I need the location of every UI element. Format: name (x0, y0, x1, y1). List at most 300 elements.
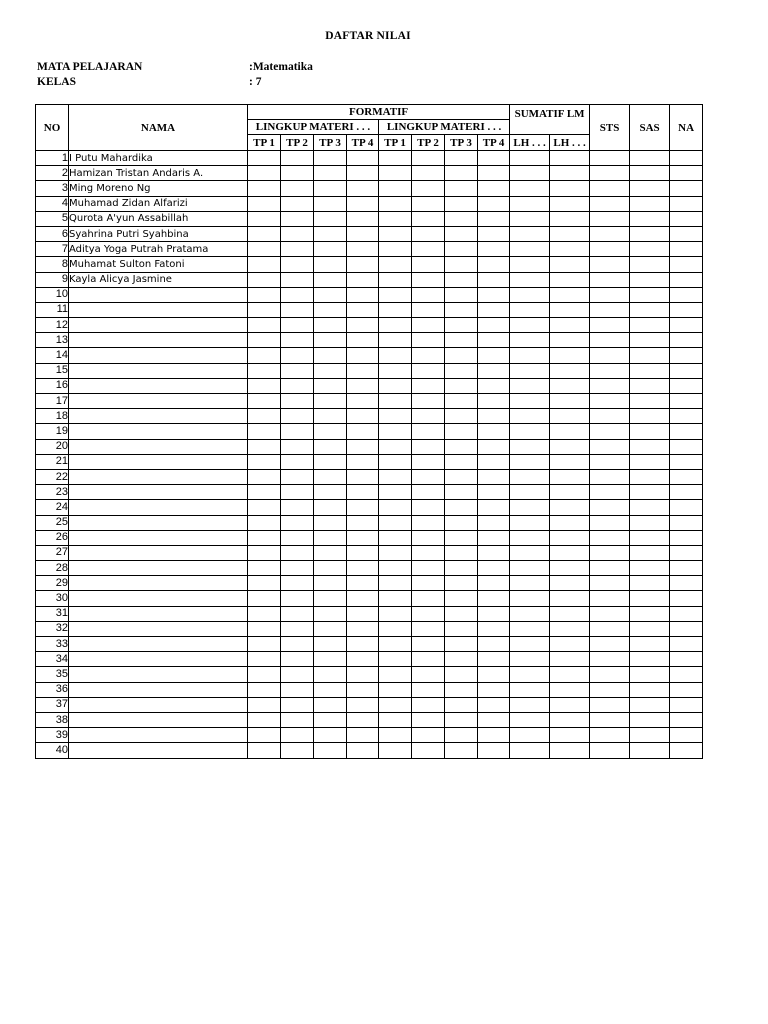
grade-cell[interactable] (550, 454, 590, 469)
grade-cell[interactable] (379, 363, 412, 378)
grade-cell[interactable] (590, 728, 630, 743)
grade-cell[interactable] (347, 576, 379, 591)
grade-cell[interactable] (445, 196, 478, 211)
grade-cell[interactable] (550, 621, 590, 636)
grade-cell[interactable] (314, 728, 347, 743)
grade-cell[interactable] (630, 621, 670, 636)
grade-cell[interactable] (590, 530, 630, 545)
grade-cell[interactable] (445, 454, 478, 469)
grade-cell[interactable] (478, 318, 510, 333)
grade-cell[interactable] (510, 591, 550, 606)
grade-cell[interactable] (281, 621, 314, 636)
grade-cell[interactable] (510, 318, 550, 333)
grade-cell[interactable] (510, 181, 550, 196)
grade-cell[interactable] (510, 302, 550, 317)
grade-cell[interactable] (281, 272, 314, 287)
grade-cell[interactable] (630, 637, 670, 652)
grade-cell[interactable] (379, 530, 412, 545)
grade-cell[interactable] (510, 515, 550, 530)
student-name[interactable] (69, 378, 248, 393)
grade-cell[interactable] (412, 196, 445, 211)
grade-cell[interactable] (478, 682, 510, 697)
grade-cell[interactable] (412, 211, 445, 226)
grade-cell[interactable] (412, 302, 445, 317)
grade-cell[interactable] (412, 226, 445, 241)
grade-cell[interactable] (590, 318, 630, 333)
grade-cell[interactable] (412, 485, 445, 500)
grade-cell[interactable] (510, 652, 550, 667)
grade-cell[interactable] (590, 621, 630, 636)
grade-cell[interactable] (478, 181, 510, 196)
grade-cell[interactable] (347, 242, 379, 257)
grade-cell[interactable] (670, 530, 703, 545)
grade-cell[interactable] (670, 196, 703, 211)
grade-cell[interactable] (550, 652, 590, 667)
grade-cell[interactable] (550, 318, 590, 333)
grade-cell[interactable] (670, 621, 703, 636)
student-name[interactable]: Muhamat Sulton Fatoni (69, 257, 248, 272)
grade-cell[interactable] (445, 591, 478, 606)
grade-cell[interactable] (347, 287, 379, 302)
grade-cell[interactable] (248, 226, 281, 241)
grade-cell[interactable] (510, 348, 550, 363)
grade-cell[interactable] (347, 637, 379, 652)
grade-cell[interactable] (550, 424, 590, 439)
grade-cell[interactable] (347, 211, 379, 226)
grade-cell[interactable] (590, 469, 630, 484)
grade-cell[interactable] (248, 621, 281, 636)
grade-cell[interactable] (248, 561, 281, 576)
grade-cell[interactable] (630, 743, 670, 758)
grade-cell[interactable] (248, 151, 281, 166)
grade-cell[interactable] (347, 394, 379, 409)
grade-cell[interactable] (630, 561, 670, 576)
grade-cell[interactable] (670, 409, 703, 424)
grade-cell[interactable] (314, 637, 347, 652)
grade-cell[interactable] (590, 591, 630, 606)
grade-cell[interactable] (630, 652, 670, 667)
grade-cell[interactable] (670, 743, 703, 758)
grade-cell[interactable] (445, 697, 478, 712)
grade-cell[interactable] (314, 211, 347, 226)
grade-cell[interactable] (478, 378, 510, 393)
grade-cell[interactable] (281, 196, 314, 211)
grade-cell[interactable] (281, 211, 314, 226)
grade-cell[interactable] (630, 166, 670, 181)
grade-cell[interactable] (478, 667, 510, 682)
grade-cell[interactable] (445, 712, 478, 727)
grade-cell[interactable] (478, 576, 510, 591)
grade-cell[interactable] (412, 151, 445, 166)
grade-cell[interactable] (412, 667, 445, 682)
grade-cell[interactable] (670, 242, 703, 257)
grade-cell[interactable] (550, 697, 590, 712)
grade-cell[interactable] (379, 302, 412, 317)
student-name[interactable] (69, 424, 248, 439)
grade-cell[interactable] (630, 226, 670, 241)
grade-cell[interactable] (478, 439, 510, 454)
grade-cell[interactable] (478, 469, 510, 484)
grade-cell[interactable] (590, 485, 630, 500)
grade-cell[interactable] (478, 500, 510, 515)
grade-cell[interactable] (379, 515, 412, 530)
grade-cell[interactable] (630, 515, 670, 530)
grade-cell[interactable] (314, 287, 347, 302)
student-name[interactable] (69, 712, 248, 727)
student-name[interactable]: Hamizan Tristan Andaris A. (69, 166, 248, 181)
grade-cell[interactable] (510, 424, 550, 439)
grade-cell[interactable] (379, 561, 412, 576)
grade-cell[interactable] (379, 226, 412, 241)
grade-cell[interactable] (314, 409, 347, 424)
grade-cell[interactable] (248, 196, 281, 211)
grade-cell[interactable] (630, 728, 670, 743)
grade-cell[interactable] (510, 151, 550, 166)
grade-cell[interactable] (510, 500, 550, 515)
grade-cell[interactable] (630, 606, 670, 621)
grade-cell[interactable] (670, 561, 703, 576)
grade-cell[interactable] (248, 545, 281, 560)
grade-cell[interactable] (445, 743, 478, 758)
grade-cell[interactable] (478, 394, 510, 409)
student-name[interactable] (69, 591, 248, 606)
grade-cell[interactable] (670, 257, 703, 272)
grade-cell[interactable] (590, 637, 630, 652)
student-name[interactable] (69, 454, 248, 469)
grade-cell[interactable] (510, 196, 550, 211)
grade-cell[interactable] (478, 166, 510, 181)
grade-cell[interactable] (248, 181, 281, 196)
grade-cell[interactable] (379, 728, 412, 743)
grade-cell[interactable] (445, 333, 478, 348)
grade-cell[interactable] (314, 469, 347, 484)
grade-cell[interactable] (478, 545, 510, 560)
grade-cell[interactable] (314, 667, 347, 682)
grade-cell[interactable] (510, 485, 550, 500)
grade-cell[interactable] (670, 667, 703, 682)
grade-cell[interactable] (670, 151, 703, 166)
grade-cell[interactable] (670, 363, 703, 378)
grade-cell[interactable] (630, 302, 670, 317)
grade-cell[interactable] (478, 606, 510, 621)
grade-cell[interactable] (590, 500, 630, 515)
grade-cell[interactable] (590, 697, 630, 712)
grade-cell[interactable] (670, 454, 703, 469)
grade-cell[interactable] (412, 712, 445, 727)
grade-cell[interactable] (510, 743, 550, 758)
grade-cell[interactable] (281, 561, 314, 576)
grade-cell[interactable] (590, 439, 630, 454)
grade-cell[interactable] (379, 394, 412, 409)
grade-cell[interactable] (281, 333, 314, 348)
grade-cell[interactable] (412, 515, 445, 530)
grade-cell[interactable] (670, 211, 703, 226)
grade-cell[interactable] (670, 728, 703, 743)
grade-cell[interactable] (445, 515, 478, 530)
student-name[interactable] (69, 302, 248, 317)
grade-cell[interactable] (478, 697, 510, 712)
grade-cell[interactable] (590, 667, 630, 682)
grade-cell[interactable] (510, 728, 550, 743)
grade-cell[interactable] (630, 409, 670, 424)
student-name[interactable] (69, 485, 248, 500)
grade-cell[interactable] (412, 333, 445, 348)
grade-cell[interactable] (478, 712, 510, 727)
grade-cell[interactable] (510, 576, 550, 591)
grade-cell[interactable] (379, 621, 412, 636)
grade-cell[interactable] (347, 545, 379, 560)
grade-cell[interactable] (478, 287, 510, 302)
grade-cell[interactable] (412, 348, 445, 363)
grade-cell[interactable] (670, 394, 703, 409)
grade-cell[interactable] (314, 318, 347, 333)
grade-cell[interactable] (314, 226, 347, 241)
grade-cell[interactable] (347, 363, 379, 378)
grade-cell[interactable] (379, 500, 412, 515)
grade-cell[interactable] (630, 211, 670, 226)
grade-cell[interactable] (510, 530, 550, 545)
grade-cell[interactable] (478, 637, 510, 652)
grade-cell[interactable] (630, 530, 670, 545)
grade-cell[interactable] (550, 667, 590, 682)
student-name[interactable] (69, 287, 248, 302)
grade-cell[interactable] (590, 181, 630, 196)
grade-cell[interactable] (670, 424, 703, 439)
grade-cell[interactable] (445, 728, 478, 743)
grade-cell[interactable] (510, 363, 550, 378)
student-name[interactable] (69, 348, 248, 363)
grade-cell[interactable] (445, 637, 478, 652)
grade-cell[interactable] (314, 500, 347, 515)
grade-cell[interactable] (510, 439, 550, 454)
grade-cell[interactable] (347, 652, 379, 667)
grade-cell[interactable] (314, 439, 347, 454)
grade-cell[interactable] (412, 637, 445, 652)
grade-cell[interactable] (590, 166, 630, 181)
grade-cell[interactable] (347, 302, 379, 317)
grade-cell[interactable] (248, 682, 281, 697)
grade-cell[interactable] (248, 530, 281, 545)
grade-cell[interactable] (314, 743, 347, 758)
grade-cell[interactable] (314, 712, 347, 727)
grade-cell[interactable] (314, 454, 347, 469)
grade-cell[interactable] (510, 272, 550, 287)
grade-cell[interactable] (670, 652, 703, 667)
grade-cell[interactable] (412, 409, 445, 424)
grade-cell[interactable] (670, 576, 703, 591)
grade-cell[interactable] (550, 712, 590, 727)
grade-cell[interactable] (347, 181, 379, 196)
grade-cell[interactable] (670, 181, 703, 196)
grade-cell[interactable] (347, 743, 379, 758)
grade-cell[interactable] (478, 409, 510, 424)
grade-cell[interactable] (445, 302, 478, 317)
grade-cell[interactable] (281, 667, 314, 682)
grade-cell[interactable] (445, 287, 478, 302)
grade-cell[interactable] (445, 409, 478, 424)
grade-cell[interactable] (590, 743, 630, 758)
grade-cell[interactable] (314, 302, 347, 317)
grade-cell[interactable] (248, 166, 281, 181)
student-name[interactable] (69, 469, 248, 484)
grade-cell[interactable] (590, 454, 630, 469)
student-name[interactable] (69, 318, 248, 333)
grade-cell[interactable] (550, 211, 590, 226)
student-name[interactable] (69, 621, 248, 636)
grade-cell[interactable] (347, 166, 379, 181)
grade-cell[interactable] (670, 515, 703, 530)
grade-cell[interactable] (248, 485, 281, 500)
grade-cell[interactable] (445, 363, 478, 378)
grade-cell[interactable] (412, 439, 445, 454)
grade-cell[interactable] (445, 211, 478, 226)
student-name[interactable] (69, 363, 248, 378)
grade-cell[interactable] (412, 378, 445, 393)
student-name[interactable] (69, 728, 248, 743)
grade-cell[interactable] (412, 545, 445, 560)
grade-cell[interactable] (412, 318, 445, 333)
grade-cell[interactable] (630, 545, 670, 560)
grade-cell[interactable] (630, 257, 670, 272)
grade-cell[interactable] (510, 545, 550, 560)
grade-cell[interactable] (590, 348, 630, 363)
grade-cell[interactable] (412, 287, 445, 302)
grade-cell[interactable] (248, 302, 281, 317)
grade-cell[interactable] (590, 394, 630, 409)
grade-cell[interactable] (379, 378, 412, 393)
grade-cell[interactable] (590, 211, 630, 226)
grade-cell[interactable] (630, 667, 670, 682)
grade-cell[interactable] (412, 728, 445, 743)
grade-cell[interactable] (550, 302, 590, 317)
grade-cell[interactable] (281, 697, 314, 712)
grade-cell[interactable] (630, 181, 670, 196)
student-name[interactable] (69, 697, 248, 712)
grade-cell[interactable] (445, 576, 478, 591)
grade-cell[interactable] (248, 394, 281, 409)
grade-cell[interactable] (281, 257, 314, 272)
grade-cell[interactable] (281, 545, 314, 560)
grade-cell[interactable] (445, 545, 478, 560)
grade-cell[interactable] (630, 591, 670, 606)
grade-cell[interactable] (412, 363, 445, 378)
grade-cell[interactable] (478, 561, 510, 576)
grade-cell[interactable] (510, 667, 550, 682)
grade-cell[interactable] (445, 667, 478, 682)
grade-cell[interactable] (478, 302, 510, 317)
grade-cell[interactable] (478, 454, 510, 469)
grade-cell[interactable] (248, 318, 281, 333)
grade-cell[interactable] (670, 606, 703, 621)
grade-cell[interactable] (379, 348, 412, 363)
grade-cell[interactable] (379, 576, 412, 591)
grade-cell[interactable] (630, 576, 670, 591)
grade-cell[interactable] (347, 728, 379, 743)
student-name[interactable] (69, 545, 248, 560)
grade-cell[interactable] (379, 242, 412, 257)
grade-cell[interactable] (630, 682, 670, 697)
grade-cell[interactable] (347, 257, 379, 272)
grade-cell[interactable] (347, 272, 379, 287)
grade-cell[interactable] (379, 454, 412, 469)
grade-cell[interactable] (630, 151, 670, 166)
grade-cell[interactable] (379, 333, 412, 348)
grade-cell[interactable] (347, 409, 379, 424)
grade-cell[interactable] (510, 409, 550, 424)
grade-cell[interactable] (445, 530, 478, 545)
grade-cell[interactable] (248, 667, 281, 682)
grade-cell[interactable] (550, 257, 590, 272)
grade-cell[interactable] (379, 682, 412, 697)
grade-cell[interactable] (478, 728, 510, 743)
grade-cell[interactable] (478, 515, 510, 530)
grade-cell[interactable] (590, 515, 630, 530)
grade-cell[interactable] (510, 682, 550, 697)
grade-cell[interactable] (379, 409, 412, 424)
grade-cell[interactable] (347, 333, 379, 348)
grade-cell[interactable] (670, 166, 703, 181)
grade-cell[interactable] (630, 712, 670, 727)
grade-cell[interactable] (412, 561, 445, 576)
grade-cell[interactable] (590, 226, 630, 241)
grade-cell[interactable] (379, 652, 412, 667)
grade-cell[interactable] (281, 682, 314, 697)
grade-cell[interactable] (248, 424, 281, 439)
grade-cell[interactable] (379, 637, 412, 652)
grade-cell[interactable] (314, 545, 347, 560)
grade-cell[interactable] (550, 409, 590, 424)
grade-cell[interactable] (478, 424, 510, 439)
grade-cell[interactable] (590, 606, 630, 621)
grade-cell[interactable] (412, 743, 445, 758)
grade-cell[interactable] (281, 485, 314, 500)
student-name[interactable] (69, 394, 248, 409)
grade-cell[interactable] (379, 743, 412, 758)
grade-cell[interactable] (412, 652, 445, 667)
grade-cell[interactable] (630, 363, 670, 378)
grade-cell[interactable] (412, 166, 445, 181)
grade-cell[interactable] (314, 333, 347, 348)
grade-cell[interactable] (314, 181, 347, 196)
grade-cell[interactable] (281, 378, 314, 393)
grade-cell[interactable] (478, 257, 510, 272)
grade-cell[interactable] (630, 333, 670, 348)
grade-cell[interactable] (248, 500, 281, 515)
grade-cell[interactable] (347, 196, 379, 211)
grade-cell[interactable] (347, 151, 379, 166)
grade-cell[interactable] (630, 454, 670, 469)
grade-cell[interactable] (248, 469, 281, 484)
grade-cell[interactable] (248, 697, 281, 712)
student-name[interactable] (69, 652, 248, 667)
grade-cell[interactable] (314, 272, 347, 287)
grade-cell[interactable] (379, 318, 412, 333)
grade-cell[interactable] (590, 409, 630, 424)
grade-cell[interactable] (314, 166, 347, 181)
grade-cell[interactable] (478, 272, 510, 287)
grade-cell[interactable] (248, 637, 281, 652)
grade-cell[interactable] (670, 637, 703, 652)
grade-cell[interactable] (478, 485, 510, 500)
grade-cell[interactable] (281, 348, 314, 363)
grade-cell[interactable] (630, 469, 670, 484)
grade-cell[interactable] (590, 652, 630, 667)
grade-cell[interactable] (347, 424, 379, 439)
student-name[interactable]: Syahrina Putri Syahbina (69, 226, 248, 241)
grade-cell[interactable] (347, 500, 379, 515)
grade-cell[interactable] (590, 257, 630, 272)
grade-cell[interactable] (248, 652, 281, 667)
